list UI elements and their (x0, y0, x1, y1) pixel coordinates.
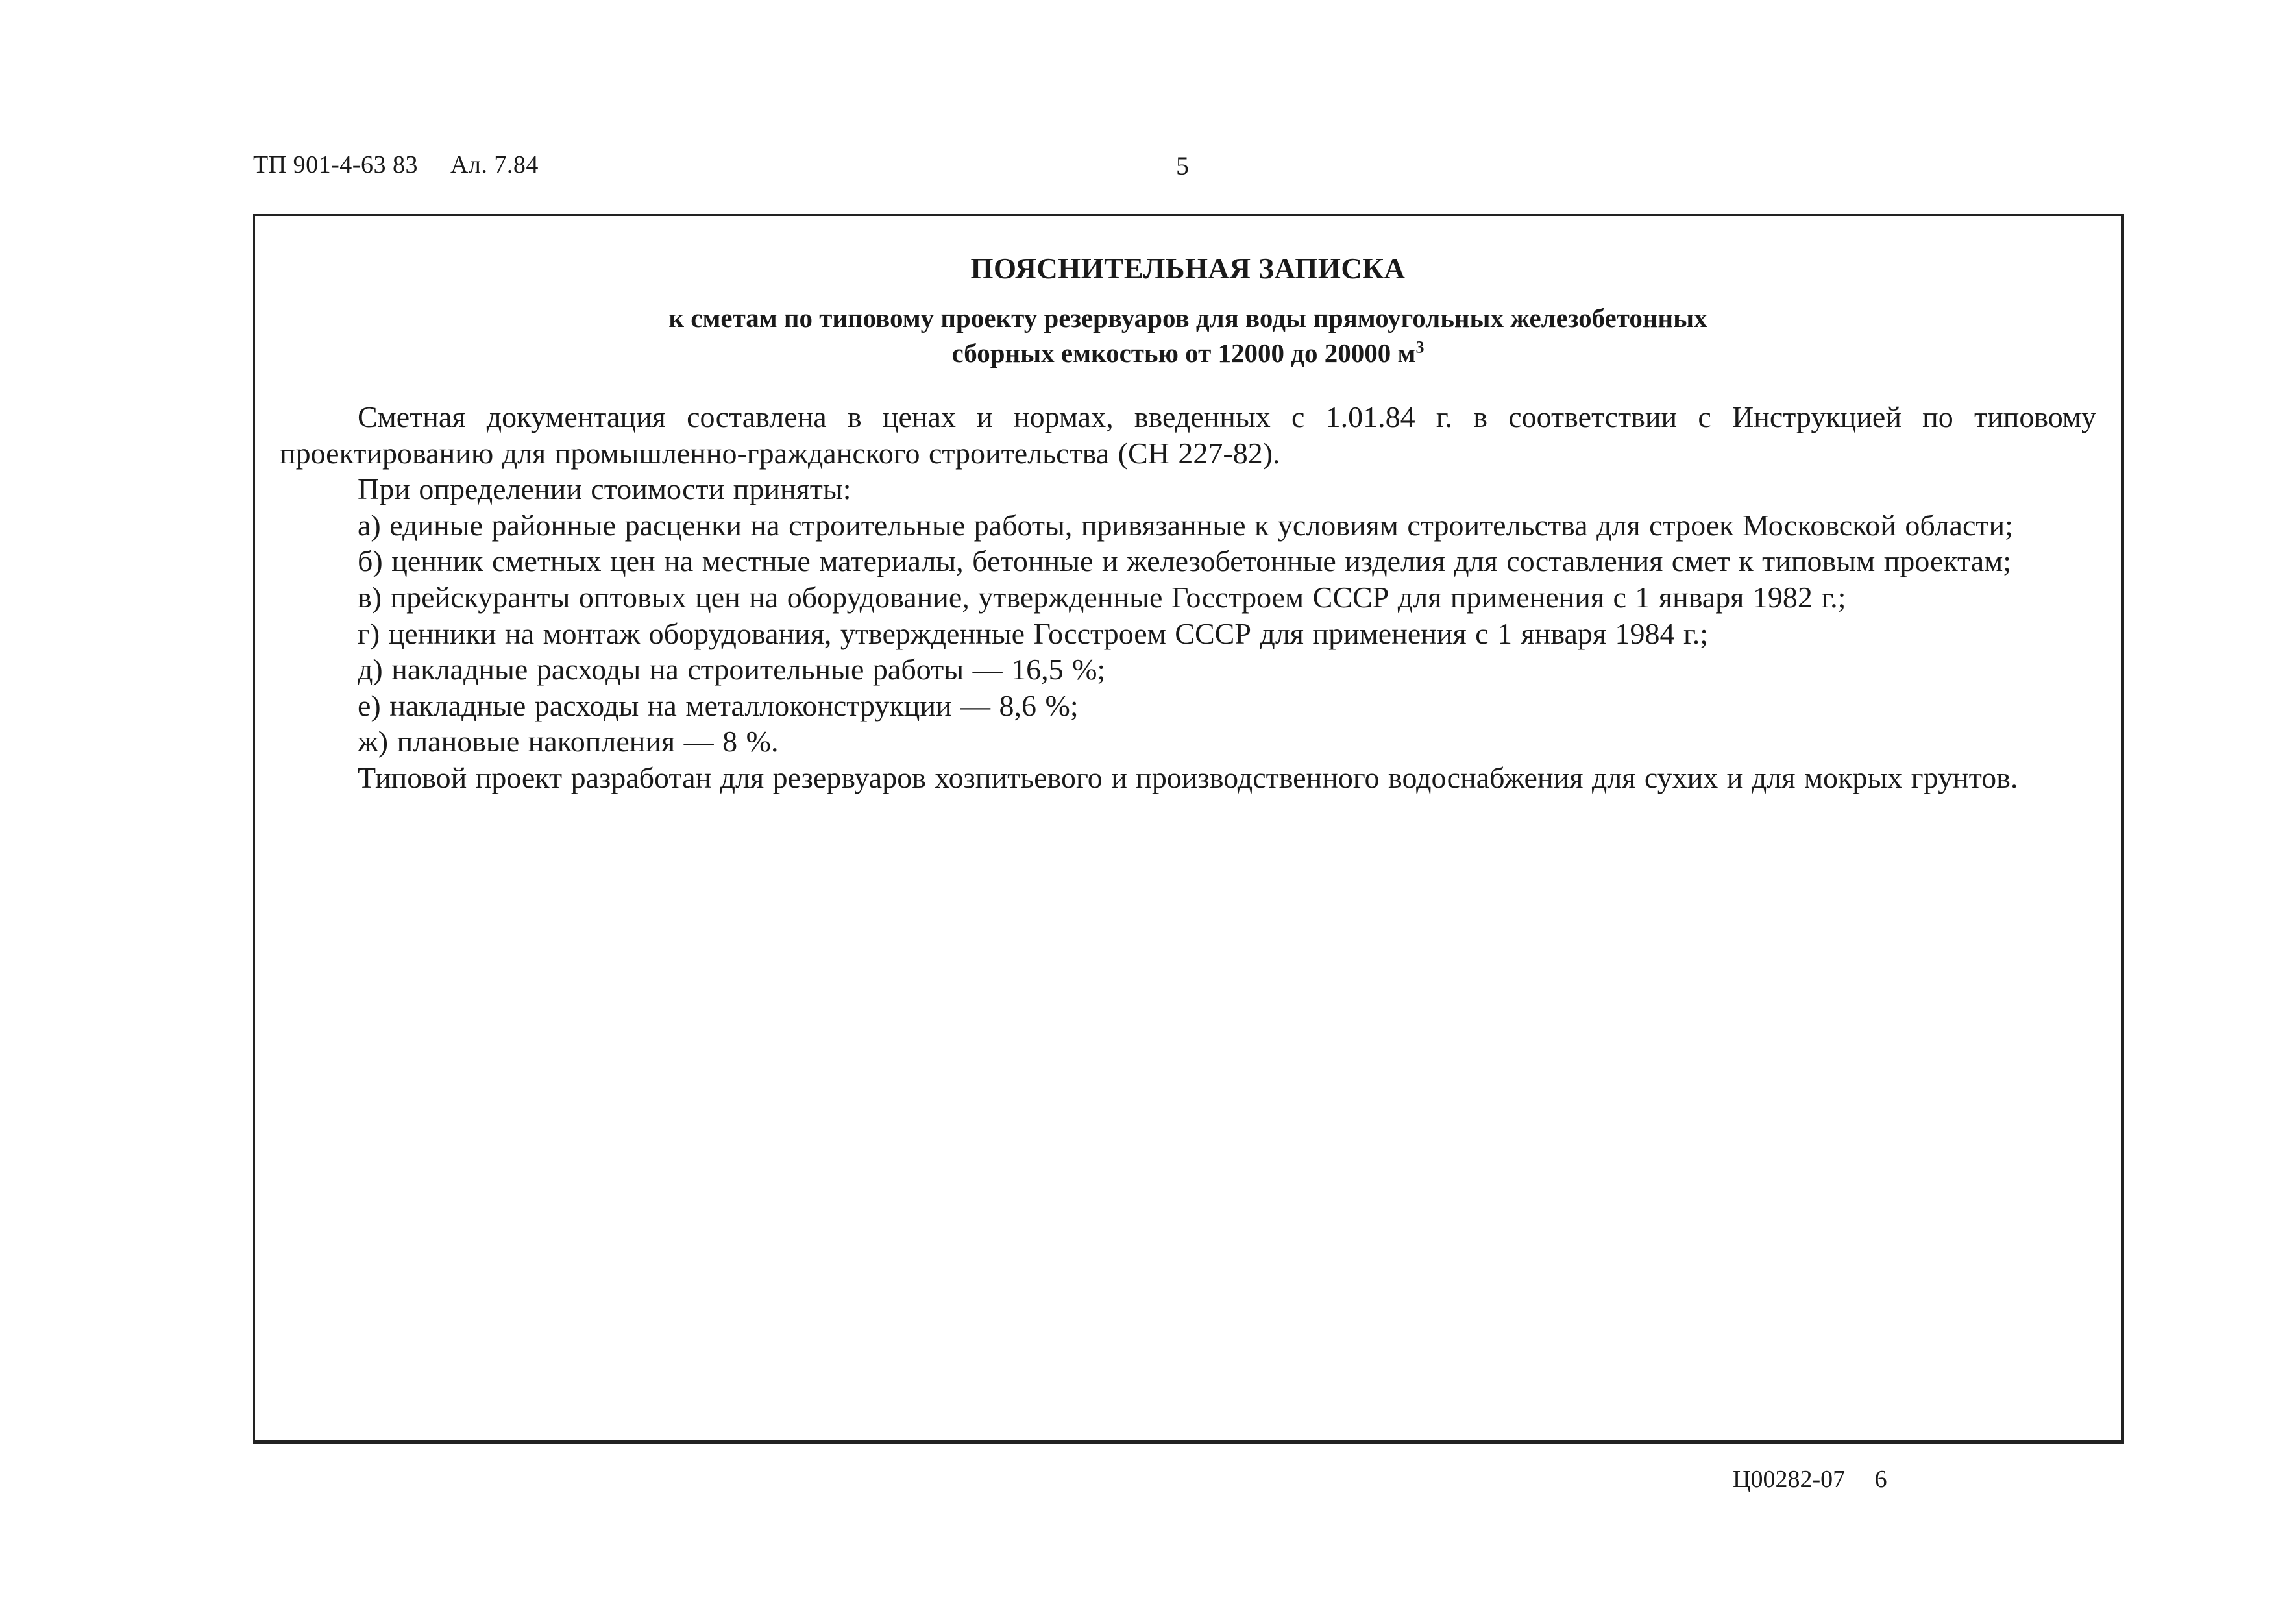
subtitle-superscript: 3 (1415, 337, 1425, 357)
document-header (253, 151, 539, 179)
page-number: 5 (1176, 151, 1189, 180)
paragraph: Типовой проект разработан для резервуаров хозпитьевого и производственного водоснабжения для сухих и для мокрых грунтов. (358, 760, 2018, 794)
note-subtitle (255, 300, 2121, 370)
list-item: д) накладные расходы на строительные работы — 16,5 %; (358, 653, 1106, 686)
album-number: Ал. 7.84 (450, 151, 539, 178)
doc-code: ТП 901-4-63 83 (253, 151, 418, 178)
footer-code: Ц00282-07 (1733, 1466, 1846, 1493)
list-item: а) единые районные расценки на строительные работы, привязанные к условиям строительства для строек Московской области; (358, 508, 2013, 542)
list-item: г) ценники на монтаж оборудования, утвержденные Госстроем СССР для применения с 1 января 1984 г.; (358, 616, 1708, 650)
subtitle-line-1: к сметам по типовому проекту резервуаров для воды прямоугольных железобетонных (668, 303, 1707, 333)
list-item: е) накладные расходы на металлоконструкции — 8,6 %; (358, 688, 1079, 722)
list-item: б) ценник сметных цен на местные материалы, бетонные и железобетонные изделия для составления смет к типовым проектам; (358, 544, 2012, 578)
note-body (280, 399, 2096, 796)
paragraph: При определении стоимости приняты: (358, 472, 851, 506)
list-item: в) прейскуранты оптовых цен на оборудование, утвержденные Госстроем СССР для применения с 1 января 1982 г.; (358, 580, 1846, 614)
footer-stamp (1733, 1465, 1887, 1494)
list-item: ж) плановые накопления — 8 %. (358, 725, 779, 758)
note-frame (253, 214, 2124, 1444)
paragraph: Сметная документация составлена в ценах и нормах, введенных с 1.01.84 г. в соответствии с Инструкцией по типовому проектированию для промышленно-гражданского строительства (СН 227-82). (280, 400, 2096, 470)
footer-sheet-number: 6 (1874, 1466, 1887, 1493)
note-title: ПОЯСНИТЕЛЬНАЯ ЗАПИСКА (970, 252, 1406, 285)
subtitle-line-2 (255, 335, 2121, 370)
subtitle-line-2-text: сборных емкостью от 12000 до 20000 м (951, 338, 1416, 368)
